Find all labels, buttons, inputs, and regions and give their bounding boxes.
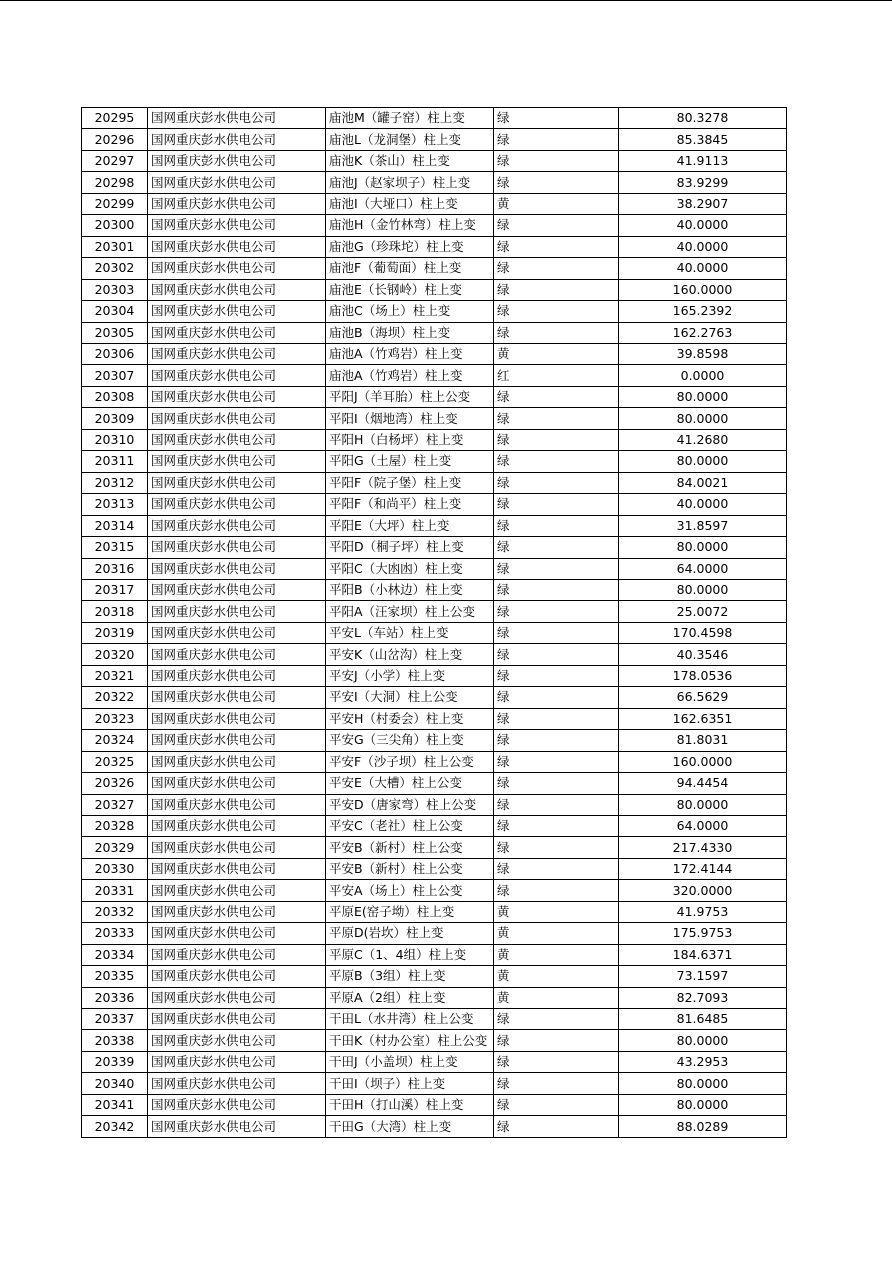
value-cell: 43.2953	[619, 1051, 787, 1072]
company-cell: 国网重庆彭水供电公司	[148, 644, 326, 665]
value-cell: 40.0000	[619, 494, 787, 515]
value-cell: 80.0000	[619, 386, 787, 407]
company-cell: 国网重庆彭水供电公司	[148, 236, 326, 257]
row-id: 20299	[82, 193, 148, 214]
row-id: 20324	[82, 730, 148, 751]
transformer-cell: 平安B（新村）柱上公变	[326, 837, 494, 858]
transformer-cell: 平阳E（大坪）柱上变	[326, 515, 494, 536]
table-row	[82, 794, 787, 815]
status-cell: 绿	[494, 665, 619, 686]
table-row	[82, 1073, 787, 1094]
status-cell: 黄	[494, 923, 619, 944]
row-id: 20328	[82, 815, 148, 836]
value-cell: 40.0000	[619, 215, 787, 236]
row-id: 20310	[82, 429, 148, 450]
value-cell: 184.6371	[619, 944, 787, 965]
value-cell: 162.2763	[619, 322, 787, 343]
company-cell: 国网重庆彭水供电公司	[148, 1051, 326, 1072]
value-cell: 170.4598	[619, 622, 787, 643]
row-id: 20318	[82, 601, 148, 622]
transformer-cell: 平阳D（桐子坪）柱上变	[326, 537, 494, 558]
table-row	[82, 708, 787, 729]
status-cell: 黄	[494, 987, 619, 1008]
status-cell: 绿	[494, 708, 619, 729]
table-row	[82, 343, 787, 364]
value-cell: 39.8598	[619, 343, 787, 364]
transformer-cell: 平原D(岩坎）柱上变	[326, 923, 494, 944]
status-cell: 绿	[494, 429, 619, 450]
transformer-cell: 平安B（新村）柱上公变	[326, 858, 494, 879]
table-row	[82, 987, 787, 1008]
row-id: 20304	[82, 301, 148, 322]
transformer-cell: 平安A（场上）柱上公变	[326, 880, 494, 901]
company-cell: 国网重庆彭水供电公司	[148, 301, 326, 322]
company-cell: 国网重庆彭水供电公司	[148, 880, 326, 901]
status-cell: 绿	[494, 730, 619, 751]
company-cell: 国网重庆彭水供电公司	[148, 408, 326, 429]
table-row	[82, 751, 787, 772]
table-row	[82, 644, 787, 665]
value-cell: 80.0000	[619, 1030, 787, 1051]
value-cell: 80.0000	[619, 1073, 787, 1094]
company-cell: 国网重庆彭水供电公司	[148, 708, 326, 729]
table-body	[82, 108, 787, 1138]
transformer-cell: 平阳F（院子堡）柱上变	[326, 472, 494, 493]
company-cell: 国网重庆彭水供电公司	[148, 558, 326, 579]
company-cell: 国网重庆彭水供电公司	[148, 429, 326, 450]
value-cell: 85.3845	[619, 129, 787, 150]
table-row	[82, 687, 787, 708]
table-row	[82, 215, 787, 236]
transformer-cell: 庙池M（罐子窑）柱上变	[326, 108, 494, 129]
company-cell: 国网重庆彭水供电公司	[148, 665, 326, 686]
table-row	[82, 1009, 787, 1030]
company-cell: 国网重庆彭水供电公司	[148, 837, 326, 858]
transformer-cell: 庙池K（茶山）柱上变	[326, 150, 494, 171]
value-cell: 172.4144	[619, 858, 787, 879]
table-row	[82, 858, 787, 879]
transformer-cell: 平安K（山岔沟）柱上变	[326, 644, 494, 665]
row-id: 20326	[82, 773, 148, 794]
company-cell: 国网重庆彭水供电公司	[148, 579, 326, 600]
company-cell: 国网重庆彭水供电公司	[148, 494, 326, 515]
value-cell: 25.0072	[619, 601, 787, 622]
company-cell: 国网重庆彭水供电公司	[148, 451, 326, 472]
value-cell: 41.2680	[619, 429, 787, 450]
top-rule	[0, 0, 892, 1]
row-id: 20341	[82, 1094, 148, 1115]
value-cell: 31.8597	[619, 515, 787, 536]
company-cell: 国网重庆彭水供电公司	[148, 751, 326, 772]
transformer-cell: 庙池H（金竹林弯）柱上变	[326, 215, 494, 236]
table-row	[82, 1030, 787, 1051]
company-cell: 国网重庆彭水供电公司	[148, 537, 326, 558]
table-row	[82, 537, 787, 558]
transformer-cell: 平安J（小学）柱上变	[326, 665, 494, 686]
transformer-cell: 庙池E（长钢岭）柱上变	[326, 279, 494, 300]
row-id: 20295	[82, 108, 148, 129]
transformer-cell: 干田J（小盖坝）柱上变	[326, 1051, 494, 1072]
value-cell: 94.4454	[619, 773, 787, 794]
company-cell: 国网重庆彭水供电公司	[148, 1009, 326, 1030]
table-row	[82, 665, 787, 686]
company-cell: 国网重庆彭水供电公司	[148, 794, 326, 815]
company-cell: 国网重庆彭水供电公司	[148, 730, 326, 751]
value-cell: 41.9753	[619, 901, 787, 922]
value-cell: 165.2392	[619, 301, 787, 322]
transformer-cell: 平安L（车站）柱上变	[326, 622, 494, 643]
row-id: 20332	[82, 901, 148, 922]
transformer-cell: 干田L（水井湾）柱上公变	[326, 1009, 494, 1030]
table-row	[82, 880, 787, 901]
status-cell: 绿	[494, 1073, 619, 1094]
status-cell: 绿	[494, 1094, 619, 1115]
value-cell: 66.5629	[619, 687, 787, 708]
status-cell: 绿	[494, 815, 619, 836]
company-cell: 国网重庆彭水供电公司	[148, 279, 326, 300]
row-id: 20296	[82, 129, 148, 150]
table-row	[82, 108, 787, 129]
status-cell: 绿	[494, 880, 619, 901]
company-cell: 国网重庆彭水供电公司	[148, 150, 326, 171]
value-cell: 40.3546	[619, 644, 787, 665]
status-cell: 绿	[494, 644, 619, 665]
table-row	[82, 815, 787, 836]
status-cell: 绿	[494, 451, 619, 472]
status-cell: 绿	[494, 515, 619, 536]
status-cell: 绿	[494, 773, 619, 794]
table-row	[82, 730, 787, 751]
value-cell: 0.0000	[619, 365, 787, 386]
transformer-cell: 干田I（坝子）柱上变	[326, 1073, 494, 1094]
value-cell: 64.0000	[619, 558, 787, 579]
transformer-cell: 平阳G（土屋）柱上变	[326, 451, 494, 472]
status-cell: 绿	[494, 537, 619, 558]
transformer-cell: 平原B（3组）柱上变	[326, 966, 494, 987]
value-cell: 162.6351	[619, 708, 787, 729]
company-cell: 国网重庆彭水供电公司	[148, 901, 326, 922]
row-id: 20305	[82, 322, 148, 343]
status-cell: 绿	[494, 794, 619, 815]
status-cell: 绿	[494, 1009, 619, 1030]
value-cell: 80.0000	[619, 1094, 787, 1115]
value-cell: 38.2907	[619, 193, 787, 214]
value-cell: 64.0000	[619, 815, 787, 836]
status-cell: 绿	[494, 751, 619, 772]
value-cell: 80.0000	[619, 579, 787, 600]
table-row	[82, 579, 787, 600]
status-cell: 绿	[494, 108, 619, 129]
row-id: 20303	[82, 279, 148, 300]
status-cell: 绿	[494, 558, 619, 579]
transformer-cell: 平安F（沙子坝）柱上公变	[326, 751, 494, 772]
row-id: 20333	[82, 923, 148, 944]
transformer-cell: 平安H（村委会）柱上变	[326, 708, 494, 729]
table-row	[82, 150, 787, 171]
status-cell: 绿	[494, 494, 619, 515]
status-cell: 绿	[494, 601, 619, 622]
transformer-cell: 庙池B（海坝）柱上变	[326, 322, 494, 343]
table-row	[82, 601, 787, 622]
table-row	[82, 558, 787, 579]
table-row	[82, 193, 787, 214]
row-id: 20300	[82, 215, 148, 236]
company-cell: 国网重庆彭水供电公司	[148, 1073, 326, 1094]
row-id: 20325	[82, 751, 148, 772]
transformer-cell: 庙池C（场上）柱上变	[326, 301, 494, 322]
transformer-cell: 平安D（唐家弯）柱上公变	[326, 794, 494, 815]
company-cell: 国网重庆彭水供电公司	[148, 966, 326, 987]
row-id: 20301	[82, 236, 148, 257]
value-cell: 84.0021	[619, 472, 787, 493]
row-id: 20337	[82, 1009, 148, 1030]
company-cell: 国网重庆彭水供电公司	[148, 944, 326, 965]
transformer-cell: 平安G（三尖角）柱上变	[326, 730, 494, 751]
row-id: 20336	[82, 987, 148, 1008]
company-cell: 国网重庆彭水供电公司	[148, 472, 326, 493]
company-cell: 国网重庆彭水供电公司	[148, 172, 326, 193]
row-id: 20323	[82, 708, 148, 729]
table-row	[82, 1094, 787, 1115]
row-id: 20322	[82, 687, 148, 708]
table-row	[82, 944, 787, 965]
value-cell: 40.0000	[619, 236, 787, 257]
company-cell: 国网重庆彭水供电公司	[148, 322, 326, 343]
table-row	[82, 429, 787, 450]
company-cell: 国网重庆彭水供电公司	[148, 515, 326, 536]
table-row	[82, 236, 787, 257]
table-row	[82, 773, 787, 794]
row-id: 20321	[82, 665, 148, 686]
transformer-cell: 干田G（大湾）柱上变	[326, 1116, 494, 1137]
table-row	[82, 386, 787, 407]
table-row	[82, 365, 787, 386]
status-cell: 绿	[494, 322, 619, 343]
row-id: 20335	[82, 966, 148, 987]
company-cell: 国网重庆彭水供电公司	[148, 193, 326, 214]
value-cell: 80.0000	[619, 451, 787, 472]
table-row	[82, 837, 787, 858]
row-id: 20319	[82, 622, 148, 643]
row-id: 20298	[82, 172, 148, 193]
table-row	[82, 451, 787, 472]
value-cell: 83.9299	[619, 172, 787, 193]
value-cell: 320.0000	[619, 880, 787, 901]
value-cell: 41.9113	[619, 150, 787, 171]
status-cell: 绿	[494, 687, 619, 708]
value-cell: 175.9753	[619, 923, 787, 944]
transformer-cell: 庙池A（竹鸡岩）柱上变	[326, 365, 494, 386]
transformer-cell: 庙池A（竹鸡岩）柱上变	[326, 343, 494, 364]
row-id: 20313	[82, 494, 148, 515]
value-cell: 82.7093	[619, 987, 787, 1008]
transformer-cell: 平阳A（汪家坝）柱上公变	[326, 601, 494, 622]
row-id: 20316	[82, 558, 148, 579]
transformer-cell: 平安C（老社）柱上公变	[326, 815, 494, 836]
transformer-cell: 庙池J（赵家坝子）柱上变	[326, 172, 494, 193]
table-row	[82, 258, 787, 279]
value-cell: 80.3278	[619, 108, 787, 129]
transformer-cell: 庙池F（葡萄面）柱上变	[326, 258, 494, 279]
company-cell: 国网重庆彭水供电公司	[148, 815, 326, 836]
company-cell: 国网重庆彭水供电公司	[148, 622, 326, 643]
company-cell: 国网重庆彭水供电公司	[148, 386, 326, 407]
row-id: 20312	[82, 472, 148, 493]
value-cell: 80.0000	[619, 408, 787, 429]
status-cell: 绿	[494, 129, 619, 150]
table-row	[82, 1051, 787, 1072]
transformer-cell: 平阳H（白杨坪）柱上变	[326, 429, 494, 450]
row-id: 20315	[82, 537, 148, 558]
row-id: 20309	[82, 408, 148, 429]
status-cell: 绿	[494, 858, 619, 879]
row-id: 20327	[82, 794, 148, 815]
status-cell: 绿	[494, 258, 619, 279]
transformer-cell: 庙池G（珍珠坨）柱上变	[326, 236, 494, 257]
value-cell: 40.0000	[619, 258, 787, 279]
transformer-cell: 平阳B（小林边）柱上变	[326, 579, 494, 600]
data-table	[81, 107, 787, 1138]
value-cell: 178.0536	[619, 665, 787, 686]
transformer-cell: 平原C（1、4组）柱上变	[326, 944, 494, 965]
company-cell: 国网重庆彭水供电公司	[148, 1116, 326, 1137]
company-cell: 国网重庆彭水供电公司	[148, 108, 326, 129]
company-cell: 国网重庆彭水供电公司	[148, 773, 326, 794]
transformer-cell: 干田K（村办公室）柱上公变	[326, 1030, 494, 1051]
row-id: 20306	[82, 343, 148, 364]
transformer-cell: 平安I（大洞）柱上公变	[326, 687, 494, 708]
value-cell: 160.0000	[619, 279, 787, 300]
row-id: 20320	[82, 644, 148, 665]
company-cell: 国网重庆彭水供电公司	[148, 365, 326, 386]
table-row	[82, 901, 787, 922]
status-cell: 黄	[494, 944, 619, 965]
row-id: 20342	[82, 1116, 148, 1137]
row-id: 20334	[82, 944, 148, 965]
status-cell: 绿	[494, 1051, 619, 1072]
company-cell: 国网重庆彭水供电公司	[148, 1094, 326, 1115]
value-cell: 88.0289	[619, 1116, 787, 1137]
table-row	[82, 472, 787, 493]
row-id: 20297	[82, 150, 148, 171]
table-row	[82, 966, 787, 987]
status-cell: 绿	[494, 837, 619, 858]
transformer-cell: 庙池I（大垭口）柱上变	[326, 193, 494, 214]
transformer-cell: 平原A（2组）柱上变	[326, 987, 494, 1008]
company-cell: 国网重庆彭水供电公司	[148, 258, 326, 279]
row-id: 20307	[82, 365, 148, 386]
status-cell: 绿	[494, 150, 619, 171]
transformer-cell: 平阳I（烟地湾）柱上变	[326, 408, 494, 429]
status-cell: 绿	[494, 236, 619, 257]
value-cell: 81.8031	[619, 730, 787, 751]
status-cell: 绿	[494, 622, 619, 643]
status-cell: 红	[494, 365, 619, 386]
table-row	[82, 408, 787, 429]
status-cell: 绿	[494, 408, 619, 429]
transformer-cell: 平阳C（大凼凼）柱上变	[326, 558, 494, 579]
row-id: 20329	[82, 837, 148, 858]
row-id: 20339	[82, 1051, 148, 1072]
transformer-cell: 平安E（大槽）柱上公变	[326, 773, 494, 794]
row-id: 20314	[82, 515, 148, 536]
row-id: 20340	[82, 1073, 148, 1094]
row-id: 20338	[82, 1030, 148, 1051]
transformer-cell: 干田H（打山溪）柱上变	[326, 1094, 494, 1115]
company-cell: 国网重庆彭水供电公司	[148, 687, 326, 708]
status-cell: 绿	[494, 386, 619, 407]
table-row	[82, 515, 787, 536]
row-id: 20331	[82, 880, 148, 901]
transformer-cell: 平阳J（羊耳胎）柱上公变	[326, 386, 494, 407]
row-id: 20317	[82, 579, 148, 600]
table-row	[82, 1116, 787, 1137]
value-cell: 160.0000	[619, 751, 787, 772]
table-row	[82, 301, 787, 322]
status-cell: 绿	[494, 279, 619, 300]
transformer-cell: 庙池L（龙洞堡）柱上变	[326, 129, 494, 150]
status-cell: 绿	[494, 1030, 619, 1051]
transformer-cell: 平原E(窑子坳）柱上变	[326, 901, 494, 922]
company-cell: 国网重庆彭水供电公司	[148, 1030, 326, 1051]
status-cell: 黄	[494, 343, 619, 364]
row-id: 20311	[82, 451, 148, 472]
status-cell: 绿	[494, 301, 619, 322]
company-cell: 国网重庆彭水供电公司	[148, 987, 326, 1008]
table-row	[82, 322, 787, 343]
value-cell: 217.4330	[619, 837, 787, 858]
table-row	[82, 622, 787, 643]
table-row	[82, 923, 787, 944]
row-id: 20302	[82, 258, 148, 279]
table-row	[82, 279, 787, 300]
row-id: 20330	[82, 858, 148, 879]
table-row	[82, 172, 787, 193]
value-cell: 80.0000	[619, 537, 787, 558]
status-cell: 绿	[494, 172, 619, 193]
value-cell: 81.6485	[619, 1009, 787, 1030]
company-cell: 国网重庆彭水供电公司	[148, 601, 326, 622]
table-row	[82, 494, 787, 515]
table-row	[82, 129, 787, 150]
status-cell: 绿	[494, 1116, 619, 1137]
status-cell: 黄	[494, 193, 619, 214]
status-cell: 黄	[494, 966, 619, 987]
status-cell: 黄	[494, 901, 619, 922]
company-cell: 国网重庆彭水供电公司	[148, 129, 326, 150]
status-cell: 绿	[494, 579, 619, 600]
status-cell: 绿	[494, 215, 619, 236]
company-cell: 国网重庆彭水供电公司	[148, 858, 326, 879]
status-cell: 绿	[494, 472, 619, 493]
company-cell: 国网重庆彭水供电公司	[148, 923, 326, 944]
transformer-cell: 平阳F（和尚平）柱上变	[326, 494, 494, 515]
value-cell: 80.0000	[619, 794, 787, 815]
company-cell: 国网重庆彭水供电公司	[148, 343, 326, 364]
value-cell: 73.1597	[619, 966, 787, 987]
row-id: 20308	[82, 386, 148, 407]
company-cell: 国网重庆彭水供电公司	[148, 215, 326, 236]
